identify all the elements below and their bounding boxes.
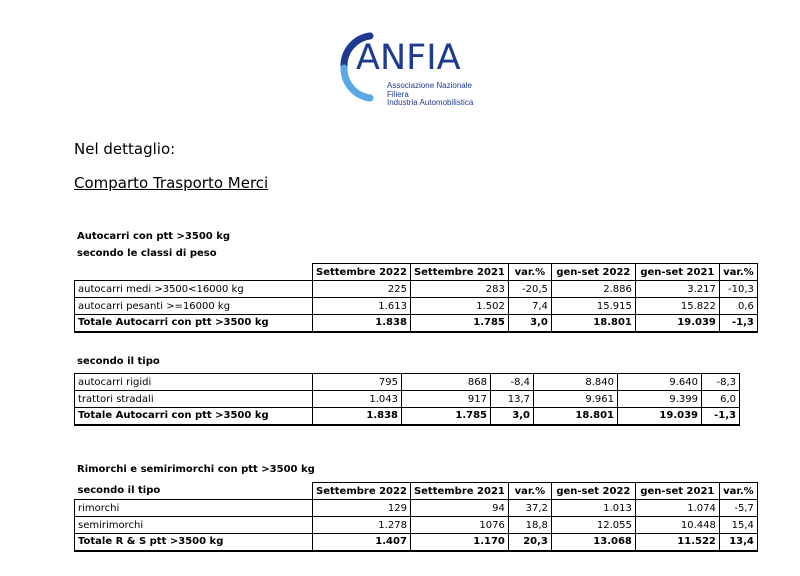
col-header: Settembre 2021 [410,264,508,281]
cell: 0,6 [719,298,757,315]
col-header: Settembre 2022 [313,264,411,281]
cell: 20,3 [508,534,551,551]
cell: -1,3 [719,315,757,332]
cell: 15.915 [551,298,635,315]
cell: -8,4 [491,374,534,391]
cell: 9.399 [618,391,702,408]
cell: 2.886 [551,281,635,298]
total-row [75,534,758,551]
logo-subtitle-line: Associazione Nazionale [387,81,472,90]
table-weight-classes [74,263,758,333]
cell: 1.785 [402,408,491,425]
cell: 9.640 [618,374,702,391]
cell: 15.822 [635,298,719,315]
table-header-row [75,483,758,500]
table-row [75,517,758,534]
cell: 3,0 [508,315,551,332]
cell: 94 [410,500,508,517]
cell: 19.039 [635,315,719,332]
table-row [75,500,758,517]
cell: 225 [313,281,411,298]
table3-label: Rimorchi e semirimorchi con ptt >3500 kg [77,464,315,475]
row-label: Totale R & S ptt >3500 kg [75,534,313,551]
cell: 13,4 [719,534,757,551]
cell: 3.217 [635,281,719,298]
cell: 1.407 [313,534,411,551]
table-header-row [75,264,758,281]
col-header: gen-set 2021 [635,483,719,500]
logo-subtitle-line: Industria Automobilistica [387,98,474,107]
cell: 6,0 [702,391,740,408]
cell: -20,5 [508,281,551,298]
cell: 19.039 [618,408,702,425]
row-label: autocarri rigidi [75,374,313,391]
cell: 795 [313,374,402,391]
cell: 1.013 [551,500,635,517]
col-header: var.% [508,264,551,281]
cell: 1.074 [635,500,719,517]
row-label: autocarri medi >3500<16000 kg [75,281,313,298]
row-label: Totale Autocarri con ptt >3500 kg [75,315,313,332]
cell: 18,8 [508,517,551,534]
cell: 13,7 [491,391,534,408]
cell: -10,3 [719,281,757,298]
col-header: var.% [508,483,551,500]
cell: 1.170 [410,534,508,551]
table-row [75,281,758,298]
cell: -8,3 [702,374,740,391]
row-label: rimorchi [75,500,313,517]
total-row [75,315,758,332]
cell: 18.801 [551,315,635,332]
row-label: semirimorchi [75,517,313,534]
section-title: Comparto Trasporto Merci [74,174,269,192]
logo-subtitle-line: Filiera [387,89,409,99]
cell: 1076 [410,517,508,534]
col-header: gen-set 2021 [635,264,719,281]
page-heading: Nel dettaglio: [74,140,176,158]
cell: 12.055 [551,517,635,534]
table1-label: Autocarri con ptt >3500 kg [77,231,231,242]
table-vehicle-type [74,373,740,426]
cell: 1.278 [313,517,411,534]
cell: 8.840 [534,374,618,391]
table-row [75,298,758,315]
cell: 868 [402,374,491,391]
col-header: gen-set 2022 [551,264,635,281]
row-label: trattori stradali [75,391,313,408]
cell: 1.838 [313,315,411,332]
cell: 1.838 [313,408,402,425]
cell: 1.043 [313,391,402,408]
cell: 917 [402,391,491,408]
cell: 1.613 [313,298,411,315]
total-row [75,408,740,425]
row-label: autocarri pesanti >=16000 kg [75,298,313,315]
logo-wordmark: ANFIA [356,38,461,78]
cell: 1.502 [410,298,508,315]
table1-sublabel: secondo le classi di peso [77,248,217,259]
table2-label: secondo il tipo [77,356,160,367]
cell: 11.522 [635,534,719,551]
row-label: Totale Autocarri con ptt >3500 kg [75,408,313,425]
col-header: Settembre 2022 [313,483,411,500]
cell: 283 [410,281,508,298]
cell: 7,4 [508,298,551,315]
col-header: Settembre 2021 [410,483,508,500]
header-blank [75,264,313,281]
row-header-label: secondo il tipo [75,483,313,500]
cell: 13.068 [551,534,635,551]
table-row [75,391,740,408]
cell: 1.785 [410,315,508,332]
table-trailers [74,482,758,552]
cell: 9.961 [534,391,618,408]
cell: 18.801 [534,408,618,425]
cell: -5,7 [719,500,757,517]
cell: 37,2 [508,500,551,517]
cell: 3,0 [491,408,534,425]
logo-subtitle [387,82,473,108]
table-row [75,374,740,391]
col-header: var.% [719,483,757,500]
cell: 129 [313,500,411,517]
cell: -1,3 [702,408,740,425]
cell: 10.448 [635,517,719,534]
col-header: gen-set 2022 [551,483,635,500]
cell: 15,4 [719,517,757,534]
col-header: var.% [719,264,757,281]
